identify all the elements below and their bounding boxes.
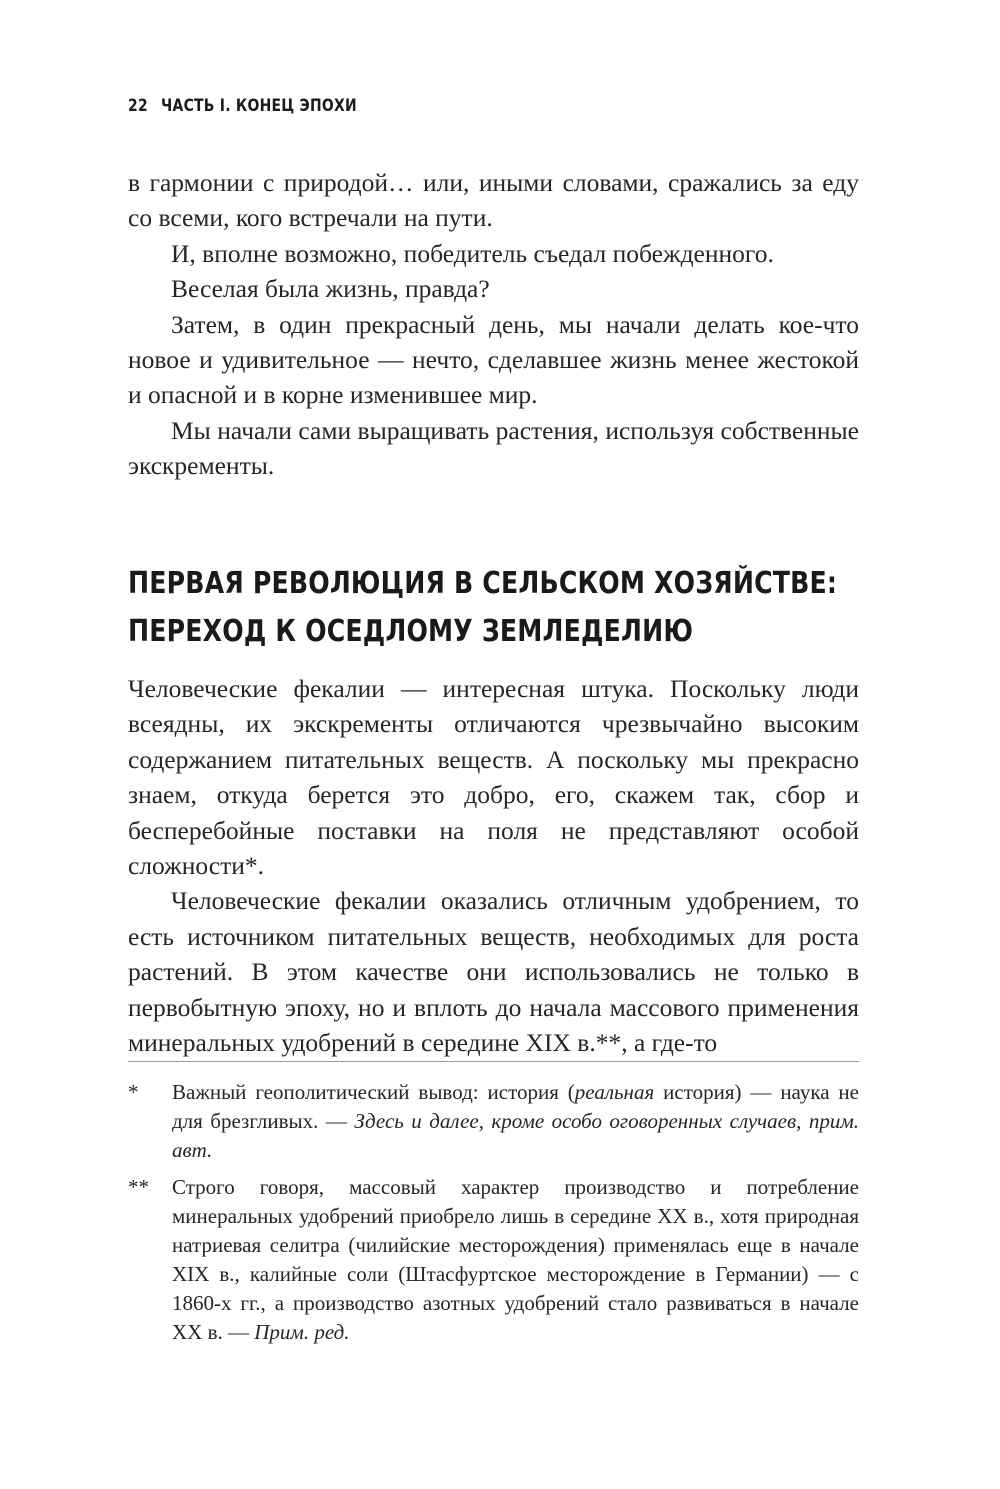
paragraph: Человеческие фекалии — интересная штука. Поскольку люди всеядны, их экскременты отличаются чрезвычайно высоким содержанием питательных веществ. А поскольку мы прекрасно знаем, откуда берется это добро, его, скажем так, сбор и бесперебойные поставки на поля не представляют особой сложности*. [128, 674, 859, 881]
paragraph: в гармонии с природой… или, иными словами, сражались за еду со всеми, кого встречали на пути. [128, 168, 859, 233]
section-heading-line: ПЕРВАЯ РЕВОЛЮЦИЯ В СЕЛЬСКОМ ХОЗЯЙСТВЕ: [128, 566, 838, 601]
section-text-block [128, 671, 859, 1060]
footnote [128, 1078, 859, 1165]
running-head [128, 96, 357, 116]
footnote-text [172, 1078, 859, 1165]
paragraph: Человеческие фекалии оказались отличным удобрением, то есть источником питательных веществ, необходимых для роста растений. В этом качестве они использовались не только в первобытную эпоху, но и вплоть до начала массового применения минеральных удобрений в середине XIX в.**, а где-то [128, 886, 859, 1058]
intro-text-block [128, 165, 859, 484]
footnote-text-part: Важный геополитический вывод: история ( [172, 1080, 575, 1104]
running-head-title: ЧАСТЬ I. КОНЕЦ ЭПОХИ [161, 96, 357, 116]
paragraph: Мы начали сами выращивать растения, используя собственные экскременты. [128, 415, 859, 481]
footnote [128, 1173, 859, 1347]
section-heading-line: ПЕРЕХОД К ОСЕДЛОМУ ЗЕМЛЕДЕЛИЮ [128, 614, 694, 649]
paragraph: И, вполне возможно, победитель съедал побежденного. [171, 238, 774, 268]
footnote-text-italic: Здесь и далее, кроме особо оговоренных случаев, прим. авт. [172, 1109, 859, 1162]
paragraph: Затем, в один прекрасный день, мы начали делать кое-что новое и удивительное — нечто, сделавшее жизнь менее жестокой и опасной и в корне изменившее мир. [128, 309, 859, 410]
footnote-text-part: Строго говоря, массовый характер производство и потребление минеральных удобрений приобрело лишь в середине XX в., хотя природная натриевая селитра (чилийские месторождения) применялась еще в начале XIX в., калийные соли (Штасфуртское месторождение в Германии) — с 1860-х гг., а производство азотных удобрений стало развиваться в начале XX в. — [172, 1175, 859, 1344]
section-heading [128, 560, 838, 656]
footnotes [128, 1078, 859, 1355]
footnote-text-italic: Прим. ред. [254, 1320, 350, 1344]
footnote-mark: ** [128, 1175, 149, 1199]
footnote-text [172, 1173, 859, 1347]
paragraph: Веселая была жизнь, правда? [171, 274, 490, 304]
footnote-mark: * [128, 1080, 139, 1104]
footnote-text-italic: реальная [574, 1080, 655, 1104]
page-number: 22 [128, 96, 148, 116]
footnote-text-part: история) — наука не для брезгливых. — [172, 1080, 859, 1133]
footnote-divider [128, 1061, 859, 1062]
